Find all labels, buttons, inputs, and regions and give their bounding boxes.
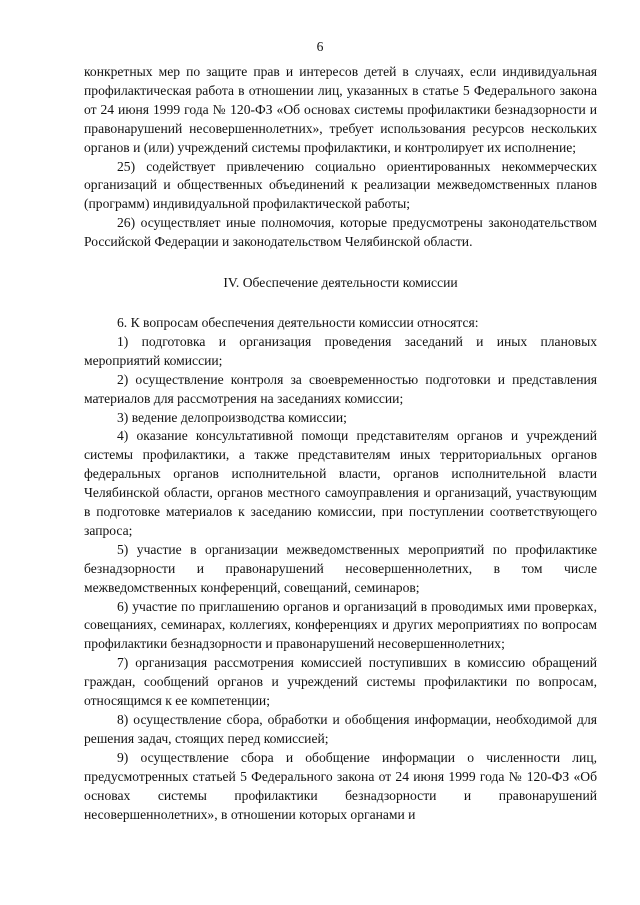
paragraph-item-7: 7) организация рассмотрения комиссией поступивших в комиссию обращений граждан, сообщений органов и учреждений системы профилактики по вопросам, относящимся к ее компетенции; [84, 655, 597, 709]
paragraph-item-1: 1) подготовка и организация проведения заседаний и иных плановых мероприятий комиссии; [84, 333, 597, 368]
paragraph-item-2: 2) осуществление контроля за своевременностью подготовки и представления материалов для рассмотрения на заседаниях комиссии; [84, 371, 597, 406]
paragraph-clause-6: 6. К вопросам обеспечения деятельности комиссии относятся: [117, 314, 479, 330]
paragraph-item-6: 6) участие по приглашению органов и организаций в проводимых ими проверках, совещаниях, семинарах, коллегиях, конференциях и других мероприятиях по вопросам профилактики безнадзорности и правонарушений несовершеннолетних; [84, 598, 597, 652]
paragraph-item-3: 3) ведение делопроизводства комиссии; [117, 409, 347, 425]
paragraph-continuation: конкретных мер по защите прав и интересов детей в случаях, если индивидуальная профилактическая работа в отношении лиц, указанных в статье 5 Федерального закона от 24 июня 1999 года № 120-ФЗ «Об основах системы профилактики безнадзорности и правонарушений несовершеннолетних», требует использования ресурсов нескольких органов и (или) учреждений системы профилактики, и контролирует их исполнение; [84, 64, 597, 155]
page-number: 6 [316, 39, 324, 54]
document-body [84, 63, 597, 824]
paragraph-item-8: 8) осуществление сбора, обработки и обобщения информации, необходимой для решения задач, стоящих перед комиссией; [84, 712, 597, 746]
paragraph-item-26: 26) осуществляет иные полномочия, которые предусмотрены законодательством Российской Федерации и законодательством Челябинской области. [84, 215, 597, 250]
paragraph-item-4: 4) оказание консультативной помощи представителям органов и учреждений системы профилактики, а также представителям иных территориальных органов федеральных органов исполнительной власти, органов исполнительной власти Челябинской области, органов местного самоуправления и организаций, участвующим в подготовке материалов к заседанию комиссии, при поступлении соответствующего запроса; [84, 428, 597, 538]
paragraph-item-5: 5) участие в организации межведомственных мероприятий по профилактике безнадзорности и правонарушений несовершеннолетних, в том числе межведомственных конференций, совещаний, семинаров; [84, 541, 597, 595]
paragraph-item-9: 9) осуществление сбора и обобщение информации о численности лиц, предусмотренных статьей 5 Федерального закона от 24 июня 1999 года № 120-ФЗ «Об основах системы профилактики безнадзорности и правонарушений несовершеннолетних», в отношении которых органами и [84, 749, 597, 822]
section-heading: IV. Обеспечение деятельности комиссии [223, 275, 458, 291]
paragraph-item-25: 25) содействует привлечению социально ориентированных некоммерческих организаций и общественных объединений к реализации межведомственных планов (программ) индивидуальной профилактической работы; [84, 158, 597, 212]
